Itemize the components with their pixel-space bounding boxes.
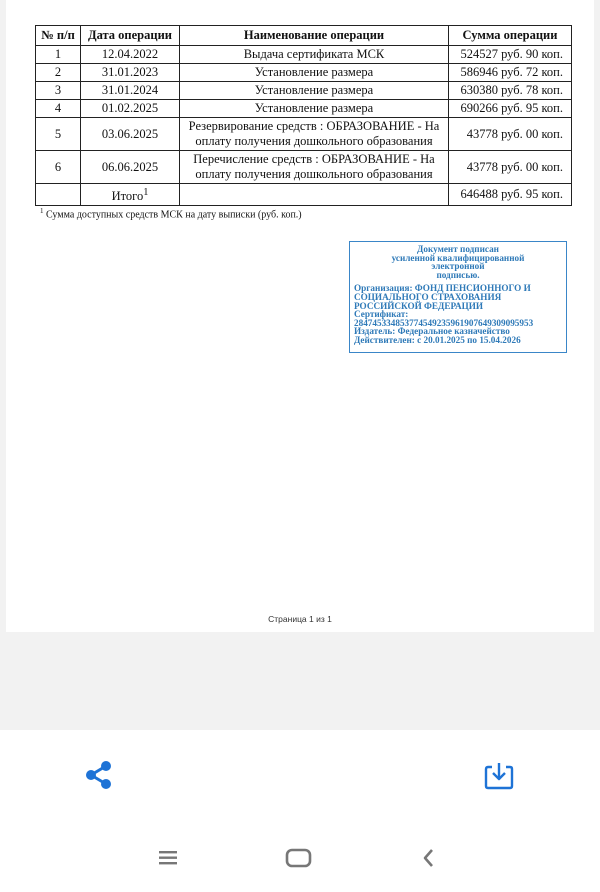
row-date: 12.04.2022	[81, 46, 180, 64]
table-row	[36, 151, 572, 184]
recent-apps-button[interactable]	[156, 848, 180, 868]
row-date: 31.01.2024	[81, 82, 180, 100]
operations-table	[35, 25, 572, 206]
row-sum: 586946 руб. 72 коп.	[449, 64, 572, 82]
header-name: Наименование операции	[180, 26, 449, 46]
row-sum: 43778 руб. 00 коп.	[449, 118, 572, 151]
row-name: Установление размера	[180, 82, 449, 100]
row-date: 31.01.2023	[81, 64, 180, 82]
total-label	[81, 184, 180, 206]
share-icon	[82, 758, 116, 792]
page-number: Страница 1 из 1	[268, 614, 332, 624]
row-number: 2	[36, 64, 81, 82]
table-row	[36, 118, 572, 151]
bottom-toolbar	[0, 730, 600, 892]
row-name: Установление размера	[180, 64, 449, 82]
download-icon	[482, 759, 516, 793]
stamp-line-2: усиленной квалифицированной	[391, 252, 525, 263]
table-row	[36, 100, 572, 118]
home-icon	[284, 846, 314, 870]
row-number: 6	[36, 151, 81, 184]
row-sum: 43778 руб. 00 коп.	[449, 151, 572, 184]
row-number: 1	[36, 46, 81, 64]
total-empty-name	[180, 184, 449, 206]
footnote	[40, 207, 302, 220]
stamp-issuer: Издатель: Федеральное казначейство	[354, 326, 510, 337]
total-empty-cell	[36, 184, 81, 206]
share-button[interactable]	[82, 758, 116, 792]
download-button[interactable]	[482, 759, 516, 793]
row-date: 06.06.2025	[81, 151, 180, 184]
back-button[interactable]	[418, 846, 440, 870]
stamp-organization: Организация: ФОНД ПЕНСИОННОГО И СОЦИАЛЬНОГО СТРАХОВАНИЯ РОССИЙСКОЙ ФЕДЕРАЦИИ	[354, 283, 531, 311]
table-header-row	[36, 26, 572, 46]
stamp-line-3: электронной	[431, 261, 485, 272]
row-number: 4	[36, 100, 81, 118]
row-number: 3	[36, 82, 81, 100]
row-sum: 690266 руб. 95 коп.	[449, 100, 572, 118]
stamp-validity: Действителен: с 20.01.2025 по 15.04.2026	[354, 334, 521, 345]
home-button[interactable]	[284, 846, 314, 870]
row-date: 03.06.2025	[81, 118, 180, 151]
header-date: Дата операции	[81, 26, 180, 46]
row-name: Перечисление средств : ОБРАЗОВАНИЕ - На оплату получения дошкольного образования	[180, 151, 449, 184]
row-date: 01.02.2025	[81, 100, 180, 118]
table-row	[36, 82, 572, 100]
total-sum: 646488 руб. 95 коп.	[449, 184, 572, 206]
signature-stamp	[349, 241, 567, 353]
recent-apps-icon	[156, 848, 180, 868]
back-icon	[418, 846, 440, 870]
total-footnote-mark: 1	[143, 187, 149, 198]
row-sum: 630380 руб. 78 коп.	[449, 82, 572, 100]
row-name: Резервирование средств : ОБРАЗОВАНИЕ - На оплату получения дошкольного образования	[180, 118, 449, 151]
row-number: 5	[36, 118, 81, 151]
table-row	[36, 46, 572, 64]
row-name: Выдача сертификата МСК	[180, 46, 449, 64]
header-sum: Сумма операции	[449, 26, 572, 46]
row-sum: 524527 руб. 90 коп.	[449, 46, 572, 64]
stamp-cert-label: Сертификат:	[354, 309, 409, 320]
table-row	[36, 64, 572, 82]
stamp-cert-number: 284745334853774549235961907649309095953	[354, 317, 534, 328]
footnote-text: Сумма доступных средств МСК на дату выписки (руб. коп.)	[46, 209, 302, 221]
total-row	[36, 184, 572, 206]
total-label-text: Итого	[111, 189, 144, 204]
stamp-line-1: Документ подписан	[417, 244, 499, 254]
document-page	[6, 0, 594, 632]
row-name: Установление размера	[180, 100, 449, 118]
stamp-line-4: подписью.	[436, 269, 480, 280]
footnote-mark: 1	[40, 207, 44, 215]
header-number: № п/п	[36, 26, 81, 46]
